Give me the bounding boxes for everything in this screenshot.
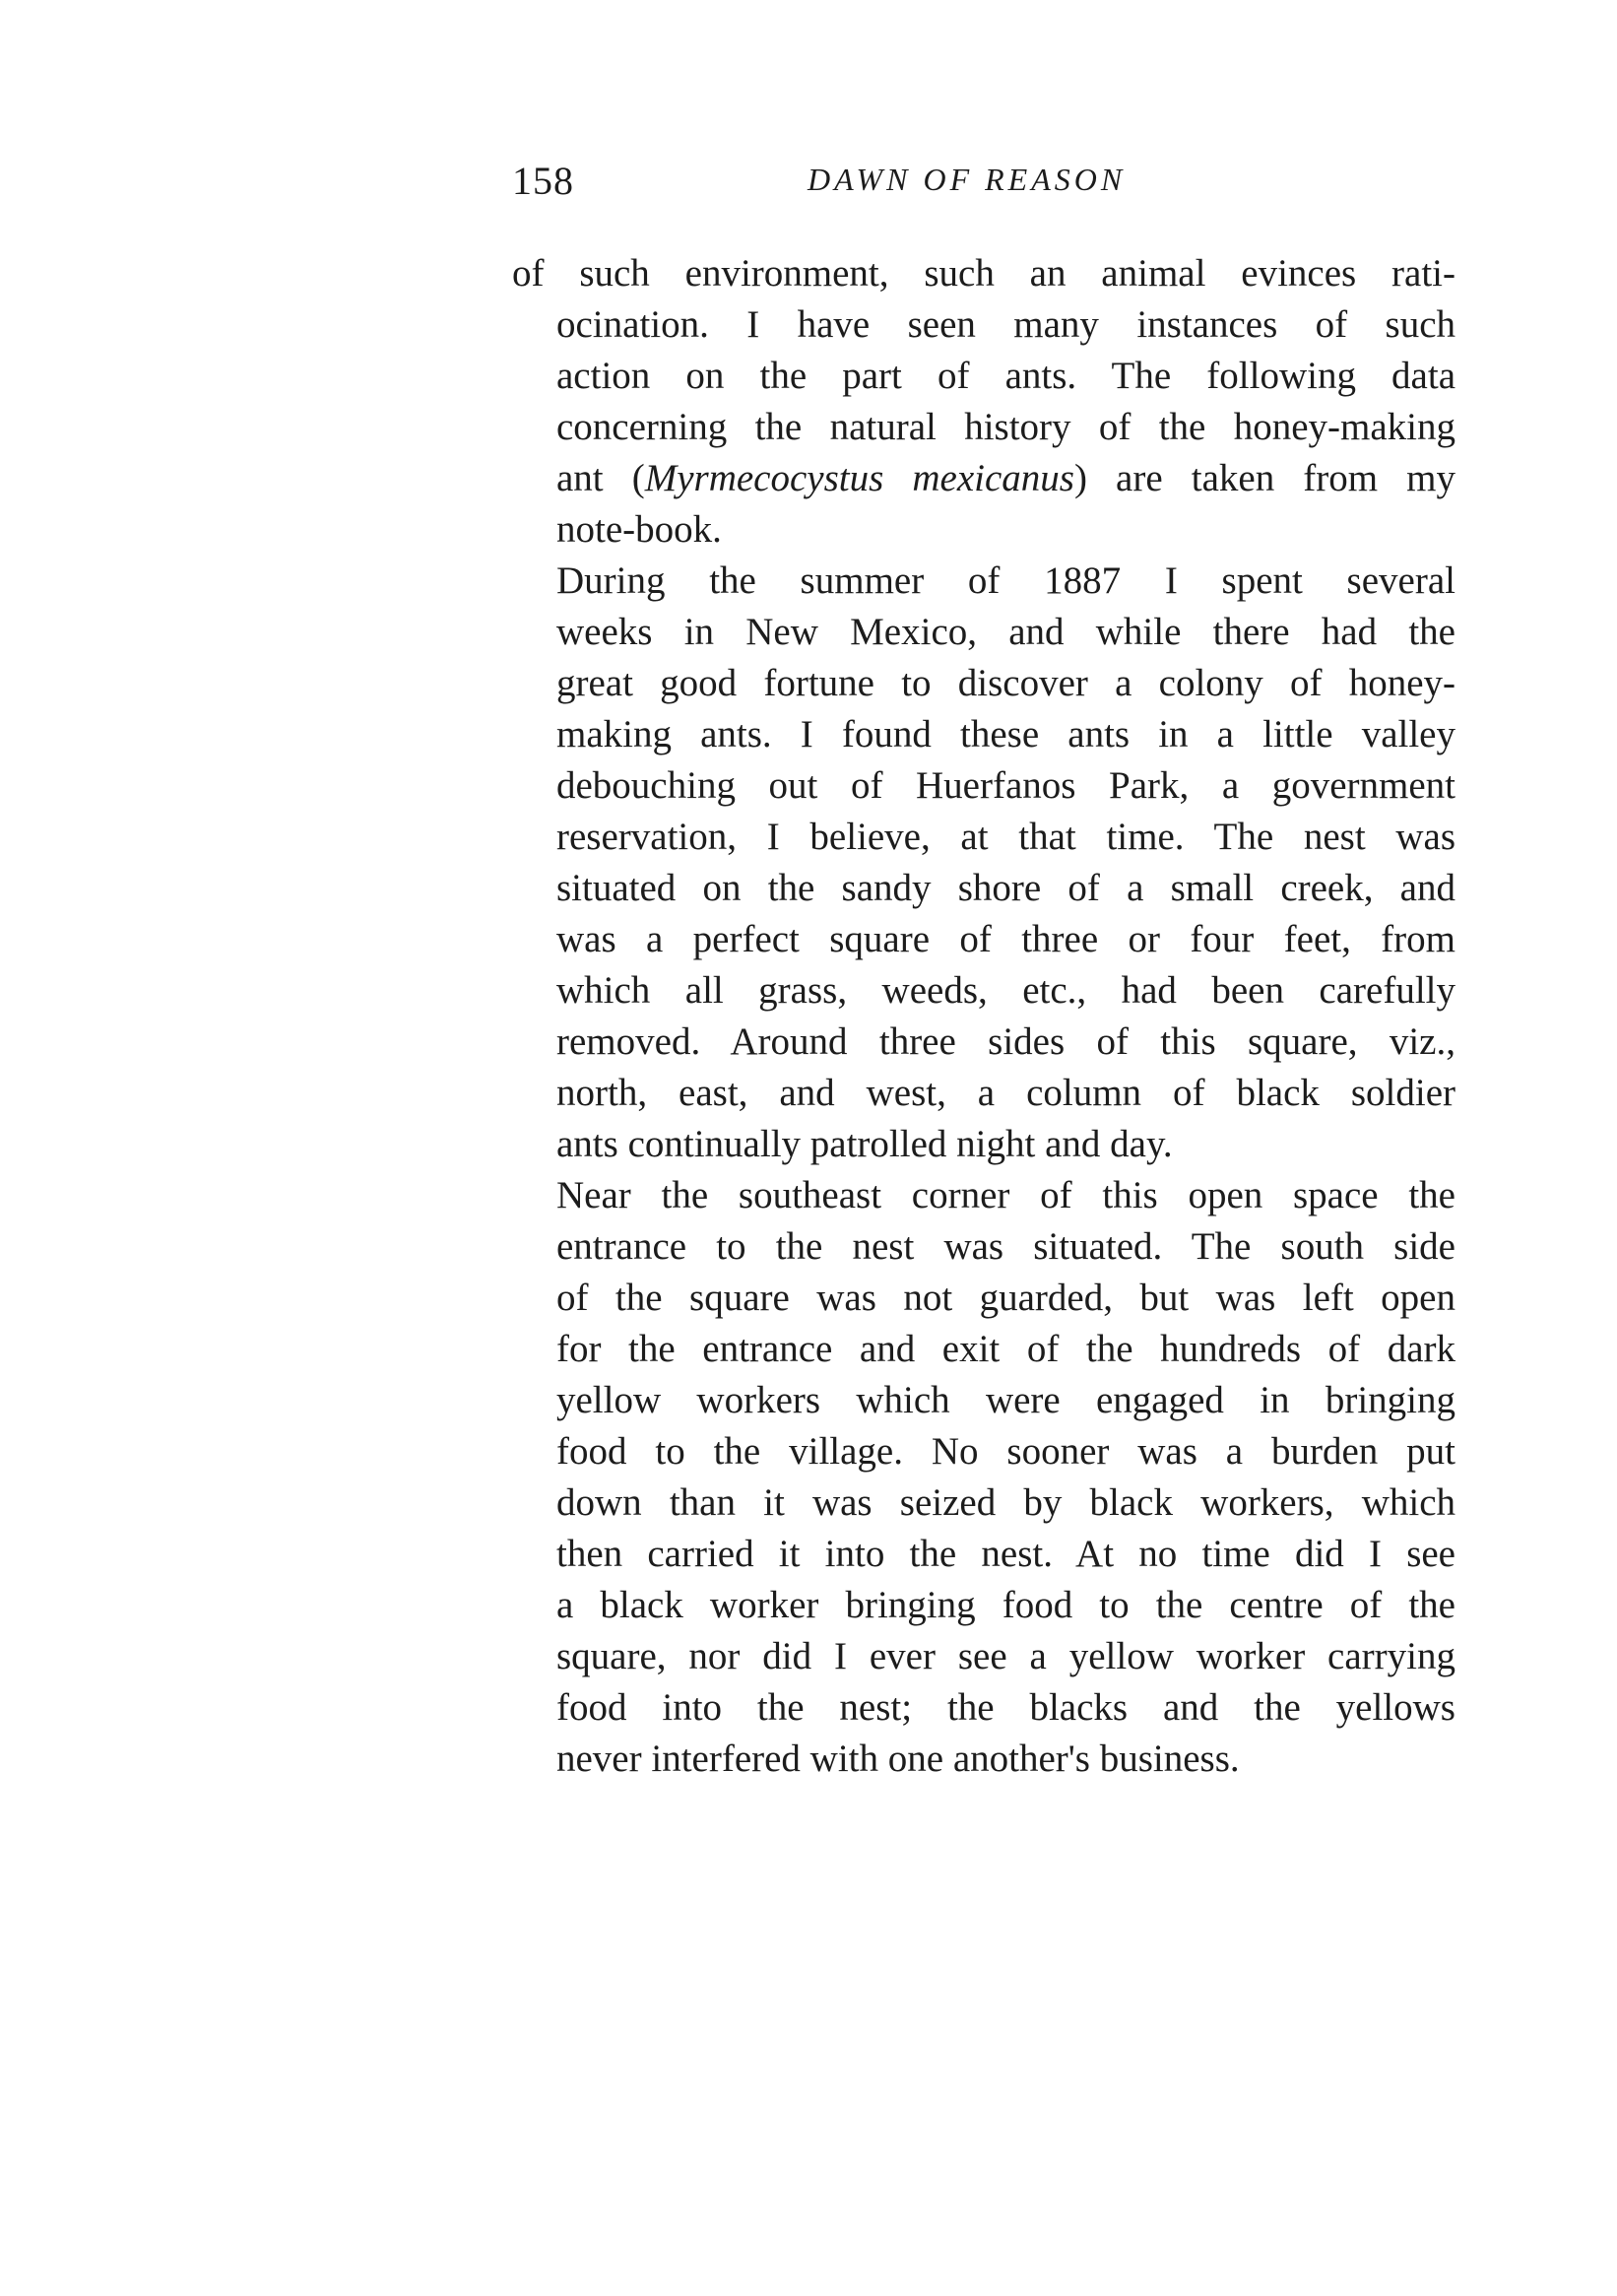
text-line: concerning the natural history of the honey-making [556,406,1455,448]
text-line: north, east, and west, a column of black soldier [556,1072,1455,1114]
text-line: which all grass, weeds, etc., had been carefully [556,969,1455,1012]
text-line: great good fortune to discover a colony of honey- [556,662,1455,704]
text-line: of such environment, such an animal evinces rati- [512,252,1455,295]
text-line: entrance to the nest was situated. The south side [556,1225,1455,1268]
page-number: 158 [512,159,574,203]
paragraph-1 [512,248,1455,556]
text-line: removed. Around three sides of this square, viz., [556,1020,1455,1063]
text-line: a black worker bringing food to the centre of the [556,1584,1455,1626]
text-line: ants continually patrolled night and day. [556,1123,1173,1165]
text-line: down than it was seized by black workers, which [556,1481,1455,1524]
text-line: never interfered with one another's business. [556,1738,1240,1780]
text-line: of the square was not guarded, but was left open [556,1277,1455,1319]
text-line: food to the village. No sooner was a burden put [556,1430,1455,1473]
text-line: square, nor did I ever see a yellow worker carrying [556,1635,1455,1677]
species-name: Myrmecocystus mexicanus [644,457,1074,499]
text-line: making ants. I found these ants in a little valley [556,713,1455,755]
running-head [512,158,1457,217]
text-line: situated on the sandy shore of a small creek, and [556,867,1455,909]
text-line-species: ant (Myrmecocystus mexicanus) are taken from my [556,457,1455,499]
text-line: ocination. I have seen many instances of such [556,303,1455,346]
text-line: note-book. [556,508,722,551]
text-line: then carried it into the nest. At no time did I see [556,1533,1455,1575]
running-title: DAWN OF REASON [808,162,1127,197]
text-line: yellow workers which were engaged in bringing [556,1379,1455,1421]
paragraph-3 [512,1170,1455,1785]
text-line: reservation, I believe, at that time. The nest was [556,816,1455,858]
text-line: was a perfect square of three or four feet, from [556,918,1455,960]
text-line: debouching out of Huerfanos Park, a government [556,764,1455,807]
text-line: weeks in New Mexico, and while there had the [556,611,1455,653]
text-line: food into the nest; the blacks and the yellows [556,1686,1455,1729]
body-text [512,248,1455,1785]
text-line: Near the southeast corner of this open space the [556,1174,1455,1216]
text-line: action on the part of ants. The following data [556,355,1455,397]
text-line: for the entrance and exit of the hundreds of dark [556,1328,1455,1370]
text-line: During the summer of 1887 I spent several [556,559,1455,602]
paragraph-2 [512,556,1455,1170]
